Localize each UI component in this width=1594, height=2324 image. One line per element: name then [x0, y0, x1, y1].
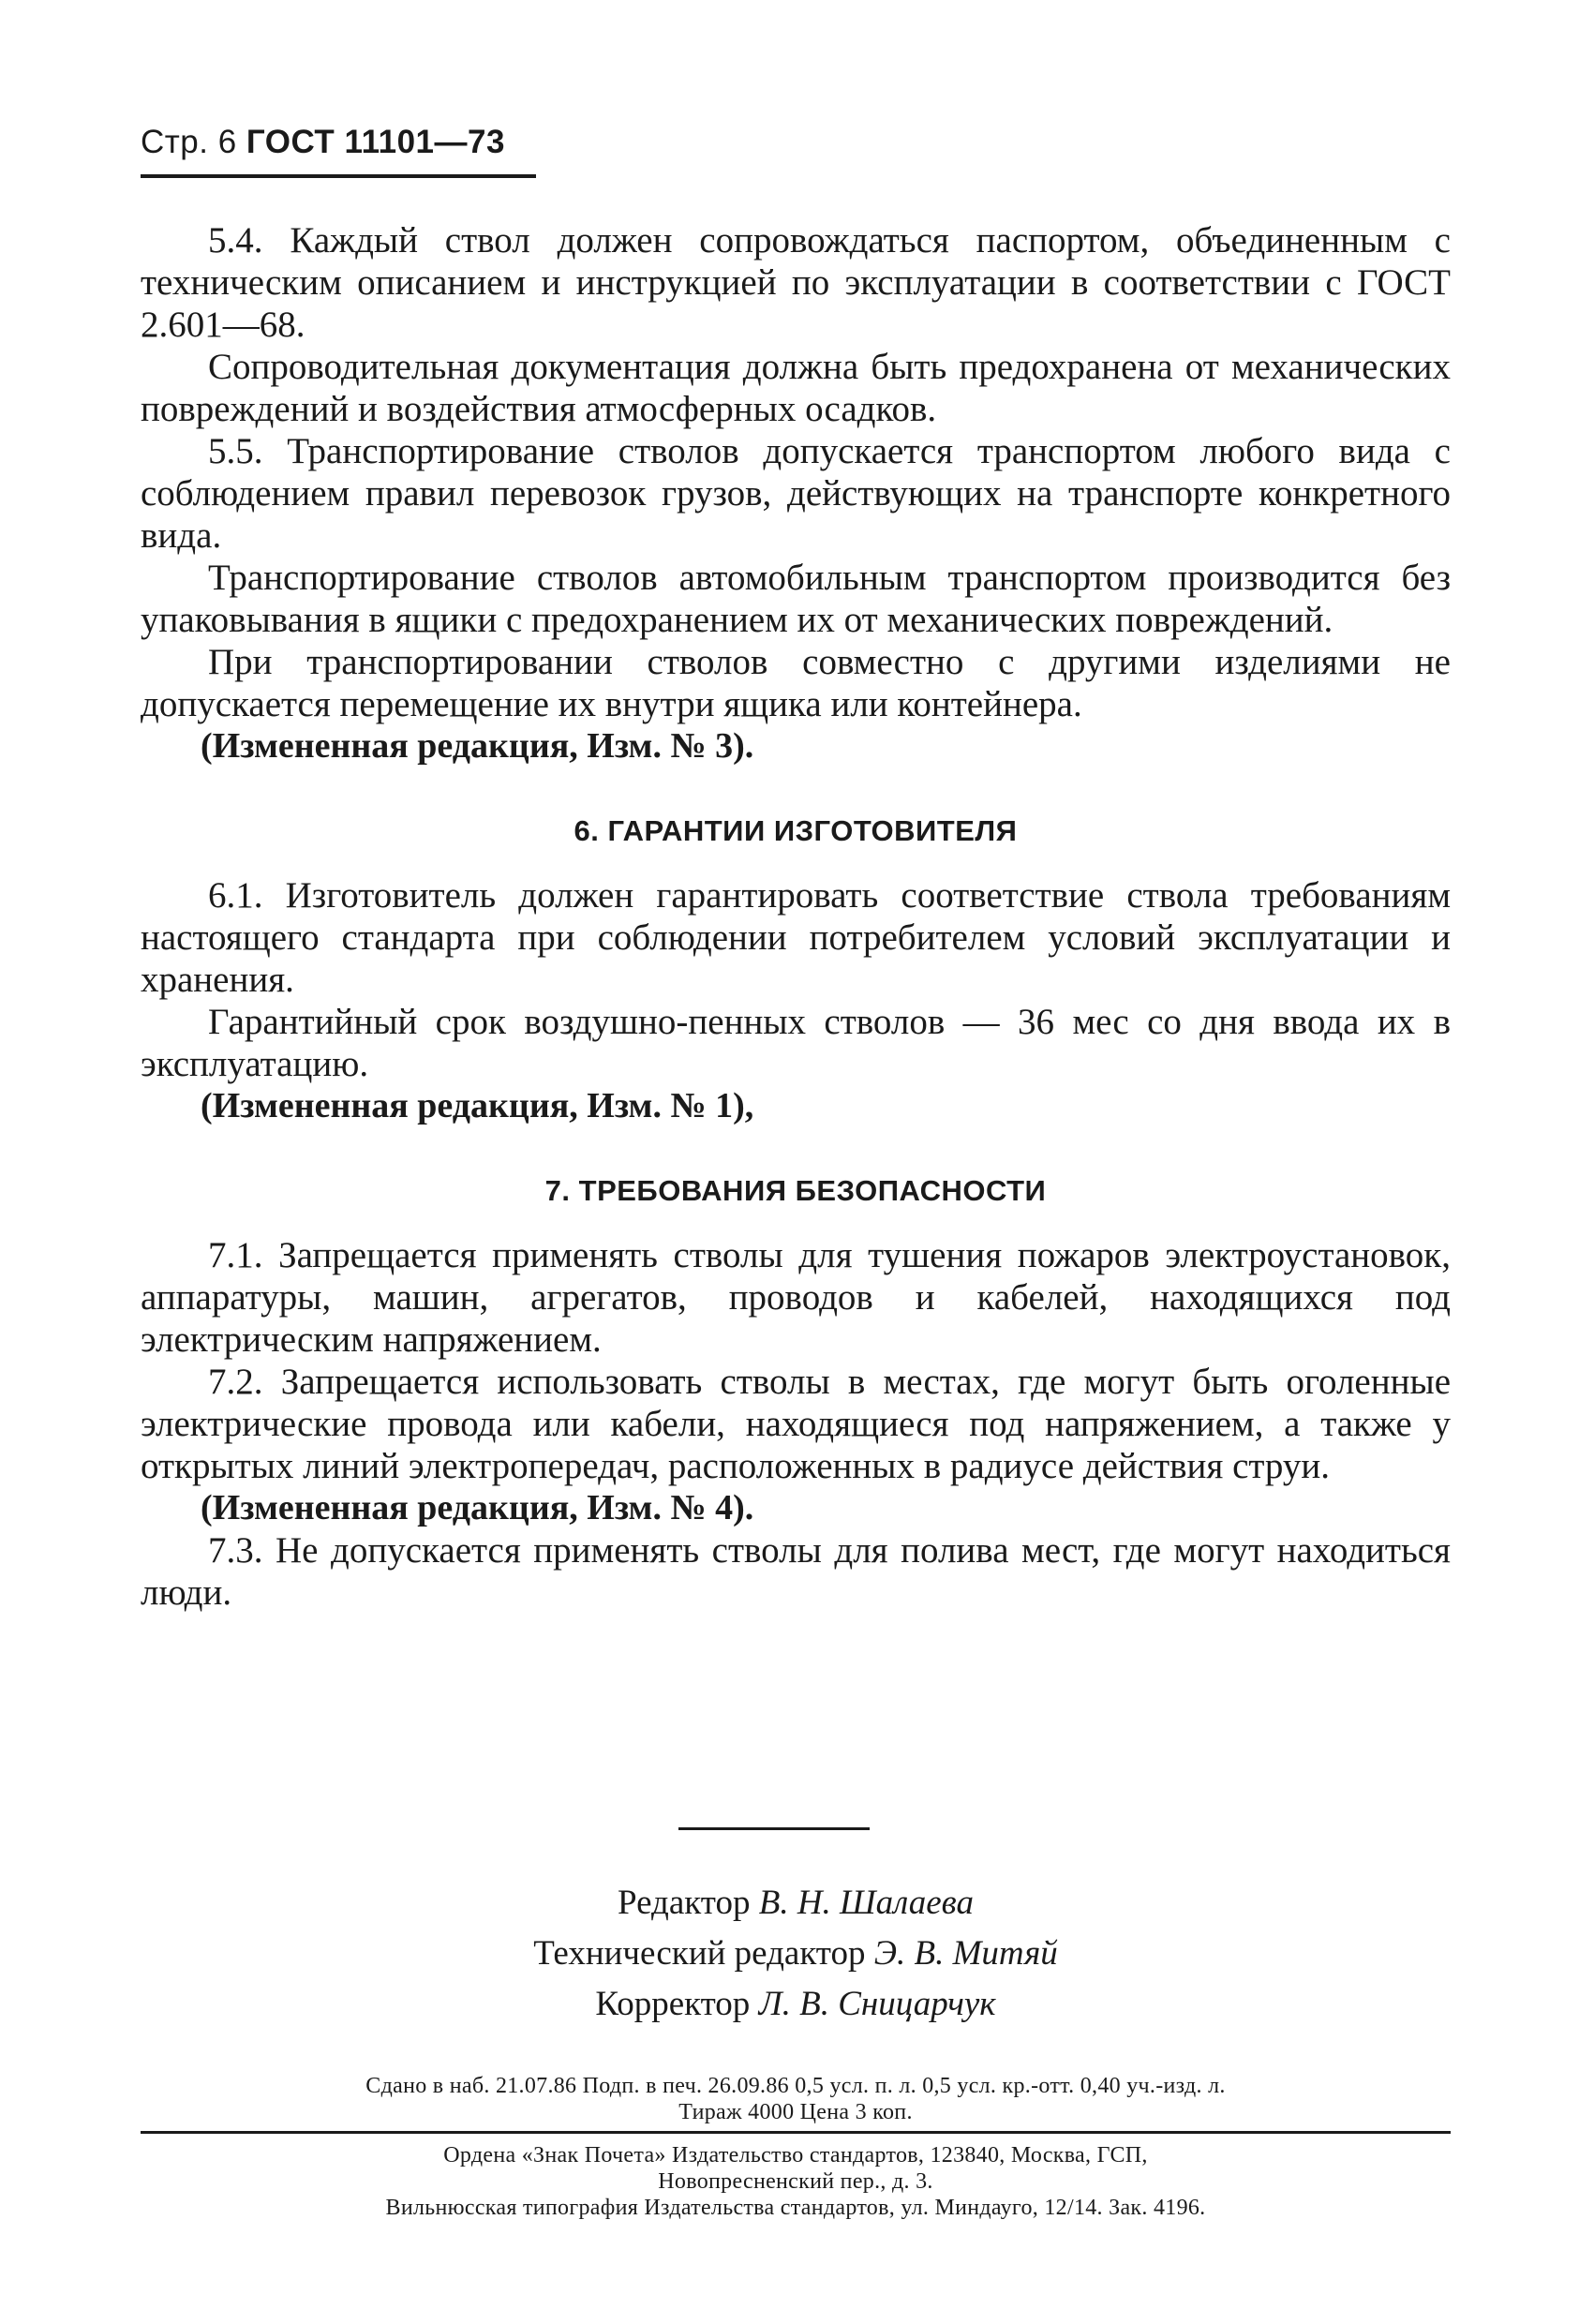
publisher-line-1: Ордена «Знак Почета» Издательство стандартов, 123840, Москва, ГСП,	[443, 2143, 1148, 2168]
imprint-rule	[141, 2131, 1451, 2134]
publisher-details	[141, 2142, 1451, 2221]
paragraph-7-3: 7.3. Не допускается применять стволы для полива мест, где могут находиться люди.	[141, 1530, 1451, 1613]
tech-editor-name: Э. В. Митяй	[873, 1934, 1058, 1973]
paragraph-5-4: 5.4. Каждый ствол должен сопровождаться паспортом, объединенным с техническим описанием и инструкцией по эксплуатации в соответствии с ГОСТ 2.601—68.	[141, 220, 1451, 345]
amendment-note-3: (Измененная редакция, Изм. № 3).	[201, 726, 754, 766]
tech-editor-line	[141, 1929, 1451, 1979]
section-6-title: 6. ГАРАНТИИ ИЗГОТОВИТЕЛЯ	[574, 814, 1018, 847]
header-rule	[141, 174, 536, 178]
editor-line	[141, 1878, 1451, 1929]
print-details	[141, 2073, 1451, 2125]
print-details-line-1: Сдано в наб. 21.07.86 Подп. в печ. 26.09.86 0,5 усл. п. л. 0,5 усл. кр.-отт. 0,40 уч.-изд. л.	[365, 2074, 1226, 2098]
credits	[141, 1878, 1451, 2030]
editor-name: В. Н. Шалаева	[758, 1884, 974, 1922]
page-number: Стр. 6	[141, 124, 237, 160]
tech-editor-label: Технический редактор	[533, 1934, 866, 1973]
section-7-title: 7. ТРЕБОВАНИЯ БЕЗОПАСНОСТИ	[544, 1174, 1047, 1207]
amendment-note-1: (Измененная редакция, Изм. № 1),	[201, 1086, 754, 1125]
paragraph-5-5-joint: При транспортировании стволов совместно с другими изделиями не допускается перемещение их внутри ящика или контейнера.	[141, 642, 1451, 724]
print-details-line-2: Тираж 4000 Цена 3 коп.	[678, 2100, 913, 2124]
corrector-name: Л. В. Сницарчук	[758, 1985, 996, 2023]
paragraph-5-4-docs: Сопроводительная документация должна быть предохранена от механических повреждений и воздействия атмосферных осадков.	[141, 347, 1451, 429]
corrector-label: Корректор	[595, 1985, 751, 2023]
paragraph-6-1: 6.1. Изготовитель должен гарантировать соответствие ствола требованиям настоящего стандарта при соблюдении потребителем условий эксплуатации и хранения.	[141, 875, 1451, 1000]
publisher-line-2: Новопресненский пер., д. 3.	[658, 2169, 933, 2194]
amendment-note-4: (Измененная редакция, Изм. № 4).	[201, 1488, 754, 1527]
paragraph-7-1: 7.1. Запрещается применять стволы для тушения пожаров электроустановок, аппаратуры, машин, агрегатов, проводов и кабелей, находящихся под электрическим напряжением.	[141, 1235, 1451, 1360]
standard-number: ГОСТ 11101—73	[246, 124, 505, 160]
corrector-line	[141, 1979, 1451, 2030]
paragraph-7-2: 7.2. Запрещается использовать стволы в местах, где могут быть оголенные электрические провода или кабели, находящиеся под напряжением, а также у открытых линий электропередач, расположенных в радиусе действия струи.	[141, 1362, 1451, 1486]
divider	[678, 1827, 870, 1830]
page-header	[141, 124, 505, 161]
paragraph-5-5-auto: Транспортирование стволов автомобильным транспортом производится без упаковывания в ящики с предохранением их от механических повреждений.	[141, 558, 1451, 640]
document-body	[141, 219, 1451, 1614]
paragraph-6-1-warranty: Гарантийный срок воздушно-пенных стволов — 36 мес со дня ввода их в эксплуатацию.	[141, 1002, 1451, 1084]
paragraph-5-5: 5.5. Транспортирование стволов допускается транспортом любого вида с соблюдением правил перевозок грузов, действующих на транспорте конкретного вида.	[141, 431, 1451, 556]
printer-line: Вильнюсская типография Издательства стандартов, ул. Миндауго, 12/14. Зак. 4196.	[385, 2196, 1206, 2220]
editor-label: Редактор	[618, 1884, 751, 1922]
